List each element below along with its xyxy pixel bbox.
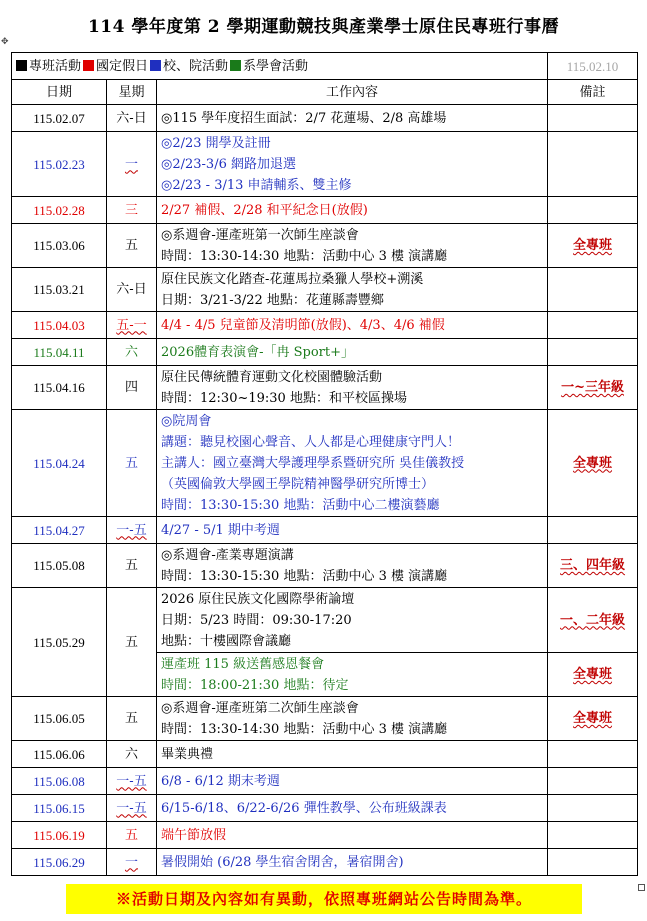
row-date: 115.03.06 [12, 224, 107, 268]
content-line: ◎系週會-產業專題演講 [161, 547, 294, 563]
content-line: ◎2/23 - 3/13 申請輔系、雙主修 [161, 177, 352, 193]
row-weekday [107, 517, 157, 544]
row-remark [548, 795, 638, 822]
row-date: 115.02.23 [12, 132, 107, 197]
legend-item-class: 專班活動 [16, 59, 81, 74]
weekday-label: 一 [124, 854, 138, 870]
header-row [12, 80, 638, 105]
row-remark [548, 517, 638, 544]
content-line: 主講人：國立臺灣大學護理學系暨研究所 吳佳儀教授 [161, 455, 465, 471]
row-weekday [107, 849, 157, 876]
black-square-icon [16, 60, 27, 71]
row-weekday [107, 768, 157, 795]
weekday-label: 五 [124, 558, 138, 573]
table-row [12, 822, 638, 849]
row-date: 115.04.11 [12, 339, 107, 366]
content-line: 時間：13:30-14:30 地點：活動中心 3 樓 演講廳 [161, 248, 448, 264]
content-line: 畢業典禮 [161, 746, 214, 762]
page-title: 114 學年度第 2 學期運動競技與產業學士原住民專班行事曆 [87, 17, 560, 37]
red-square-icon [83, 60, 94, 71]
content-line: 運產班 115 級送舊感恩餐會 [161, 656, 325, 672]
row-date: 115.06.15 [12, 795, 107, 822]
row-content [157, 653, 548, 697]
row-date: 115.05.08 [12, 544, 107, 588]
content-line: 時間：12:30~19:30 地點：和平校區操場 [161, 390, 407, 406]
table-row [12, 741, 638, 768]
remark-label: 全專班 [573, 667, 613, 682]
table-row [12, 795, 638, 822]
row-remark [548, 105, 638, 132]
blue-square-icon [150, 60, 161, 71]
table-row [12, 339, 638, 366]
content-line: 日期：3/21-3/22 地點：花蓮縣壽豐鄉 [161, 292, 384, 308]
content-line: 原住民傳統體育運動文化校園體驗活動 [161, 369, 383, 385]
row-content [157, 312, 548, 339]
row-content [157, 741, 548, 768]
row-remark [548, 768, 638, 795]
row-weekday [107, 741, 157, 768]
weekday-label: 六 [124, 746, 138, 762]
row-date: 115.04.16 [12, 366, 107, 410]
row-date: 115.04.24 [12, 410, 107, 517]
row-remark [548, 544, 638, 588]
row-weekday [107, 697, 157, 741]
weekday-label: 四 [124, 380, 138, 395]
row-date: 115.04.27 [12, 517, 107, 544]
weekday-label: 一 [124, 156, 138, 172]
remark-label: 全專班 [573, 238, 613, 253]
weekday-label: 五 [124, 238, 138, 253]
row-content [157, 588, 548, 653]
content-line: ◎2/23-3/6 網路加退選 [161, 156, 296, 172]
row-remark [548, 697, 638, 741]
row-remark [548, 849, 638, 876]
calendar-table [11, 52, 638, 876]
remark-label: 一、二年級 [560, 612, 626, 628]
row-weekday [107, 105, 157, 132]
row-content [157, 697, 548, 741]
row-remark [548, 822, 638, 849]
weekday-label: 五 [124, 827, 138, 843]
row-remark [548, 410, 638, 517]
row-date: 115.02.28 [12, 197, 107, 224]
row-content [157, 410, 548, 517]
table-row [12, 312, 638, 339]
table-row [12, 517, 638, 544]
row-weekday [107, 588, 157, 697]
row-weekday [107, 312, 157, 339]
row-content [157, 822, 548, 849]
remark-label: 一~三年級 [561, 380, 624, 395]
green-square-icon [230, 60, 241, 71]
table-row [12, 410, 638, 517]
table-row [12, 197, 638, 224]
content-line: 講題：聽見校園心聲音、人人都是心理健康守門人！ [161, 434, 461, 450]
table-row [12, 268, 638, 312]
remark-label: 三、四年級 [560, 558, 626, 573]
content-line: ◎2/23 開學及註冊 [161, 135, 271, 151]
content-line: 時間：13:30-15:30 地點：活動中心 3 樓 演講廳 [161, 568, 448, 584]
legend-row [12, 53, 638, 80]
content-line: （英國倫敦大學國王學院精神醫學研究所博士） [161, 476, 435, 492]
remark-label: 全專班 [573, 455, 613, 471]
content-line: ◎115 學年度招生面試：2/7 花蓮場、2/8 高雄場 [161, 110, 447, 126]
row-weekday [107, 339, 157, 366]
row-content [157, 132, 548, 197]
row-remark [548, 312, 638, 339]
row-weekday [107, 795, 157, 822]
row-remark [548, 268, 638, 312]
row-remark [548, 741, 638, 768]
weekday-label: 六 [124, 344, 138, 360]
row-content [157, 268, 548, 312]
row-date: 115.06.08 [12, 768, 107, 795]
weekday-label: 五 [124, 711, 138, 726]
table-row [12, 849, 638, 876]
content-line: 地點：十樓國際會議廳 [161, 633, 292, 649]
header-weekday: 星期 [107, 80, 157, 105]
row-remark [548, 339, 638, 366]
row-remark [548, 224, 638, 268]
weekday-label: 六-日 [116, 110, 147, 126]
row-date: 115.06.19 [12, 822, 107, 849]
row-weekday [107, 544, 157, 588]
table-row [12, 588, 638, 653]
table-row [12, 224, 638, 268]
content-line: 端午節放假 [161, 827, 227, 843]
row-date: 115.03.21 [12, 268, 107, 312]
row-remark [548, 653, 638, 697]
table-row [12, 544, 638, 588]
row-remark [548, 132, 638, 197]
row-content [157, 224, 548, 268]
row-content [157, 366, 548, 410]
legend-item-holiday: 國定假日 [83, 59, 148, 74]
content-line: 2026 原住民族文化國際學術論壇 [161, 591, 355, 607]
weekday-label: 一-五 [116, 800, 147, 816]
row-content [157, 795, 548, 822]
legend [12, 53, 548, 80]
legend-item-association: 系學會活動 [230, 59, 308, 74]
row-date: 115.06.29 [12, 849, 107, 876]
weekday-label: 一-五 [116, 773, 147, 789]
header-content: 工作內容 [157, 80, 548, 105]
content-line: 4/27 - 5/1 期中考週 [161, 522, 280, 538]
row-weekday [107, 197, 157, 224]
content-line: 時間：13:30-14:30 地點：活動中心 3 樓 演講廳 [161, 721, 448, 737]
row-date: 115.04.03 [12, 312, 107, 339]
row-weekday [107, 224, 157, 268]
content-line: 4/4 - 4/5 兒童節及清明節(放假)、4/3、4/6 補假 [161, 317, 445, 333]
weekday-label: 一-五 [116, 522, 147, 538]
content-line: 6/15-6/18、6/22-6/26 彈性教學、公布班級課表 [161, 800, 447, 816]
table-row [12, 105, 638, 132]
row-remark [548, 588, 638, 653]
row-date: 115.06.05 [12, 697, 107, 741]
content-line: 6/8 - 6/12 期末考週 [161, 773, 280, 789]
content-line: 原住民族文化踏查-花蓮馬拉桑獵人學校+溯溪 [161, 271, 424, 287]
header-remarks: 備註 [548, 80, 638, 105]
content-line: ◎院周會 [161, 413, 212, 429]
weekday-label: 五 [124, 634, 138, 650]
weekday-label: 六-日 [116, 282, 147, 297]
weekday-label: 三 [124, 202, 138, 218]
footer-notice: ※活動日期及內容如有異動，依照專班網站公告時間為準。 [66, 884, 582, 914]
row-date: 115.06.06 [12, 741, 107, 768]
table-move-handle-icon[interactable]: ✥ [1, 37, 9, 47]
remark-label: 全專班 [573, 711, 613, 726]
row-weekday [107, 366, 157, 410]
weekday-label: 五-一 [116, 317, 147, 333]
content-line: 時間：18:00-21:30 地點：待定 [161, 677, 349, 693]
row-content [157, 849, 548, 876]
table-row [12, 768, 638, 795]
revision-date: 115.02.10 [548, 53, 638, 80]
row-remark [548, 366, 638, 410]
resize-handle[interactable] [638, 884, 645, 891]
content-line: 2026體育表演會-「冉 Sport+」 [161, 344, 354, 360]
content-line: 時間：13:30-15:30 地點：活動中心二樓演藝廳 [161, 497, 440, 513]
header-date: 日期 [12, 80, 107, 105]
row-date: 115.02.07 [12, 105, 107, 132]
row-content [157, 544, 548, 588]
content-line: 日期：5/23 時間：09:30-17:20 [161, 612, 352, 628]
content-line: ◎系週會-運產班第一次師生座談會 [161, 227, 359, 243]
row-remark [548, 197, 638, 224]
row-weekday [107, 822, 157, 849]
row-content [157, 105, 548, 132]
row-weekday [107, 410, 157, 517]
row-content [157, 517, 548, 544]
content-line: 暑假開始 (6/28 學生宿舍閉舍，暑宿開舍) [161, 854, 404, 870]
row-content [157, 339, 548, 366]
table-row [12, 697, 638, 741]
row-date: 115.05.29 [12, 588, 107, 697]
legend-item-school: 校、院活動 [150, 59, 228, 74]
table-row [12, 366, 638, 410]
row-weekday [107, 132, 157, 197]
content-line: ◎系週會-運產班第二次師生座談會 [161, 700, 359, 716]
row-content [157, 768, 548, 795]
weekday-label: 五 [124, 455, 138, 471]
row-weekday [107, 268, 157, 312]
row-content [157, 197, 548, 224]
table-row [12, 132, 638, 197]
content-line: 2/27 補假、2/28 和平紀念日(放假) [161, 202, 368, 218]
